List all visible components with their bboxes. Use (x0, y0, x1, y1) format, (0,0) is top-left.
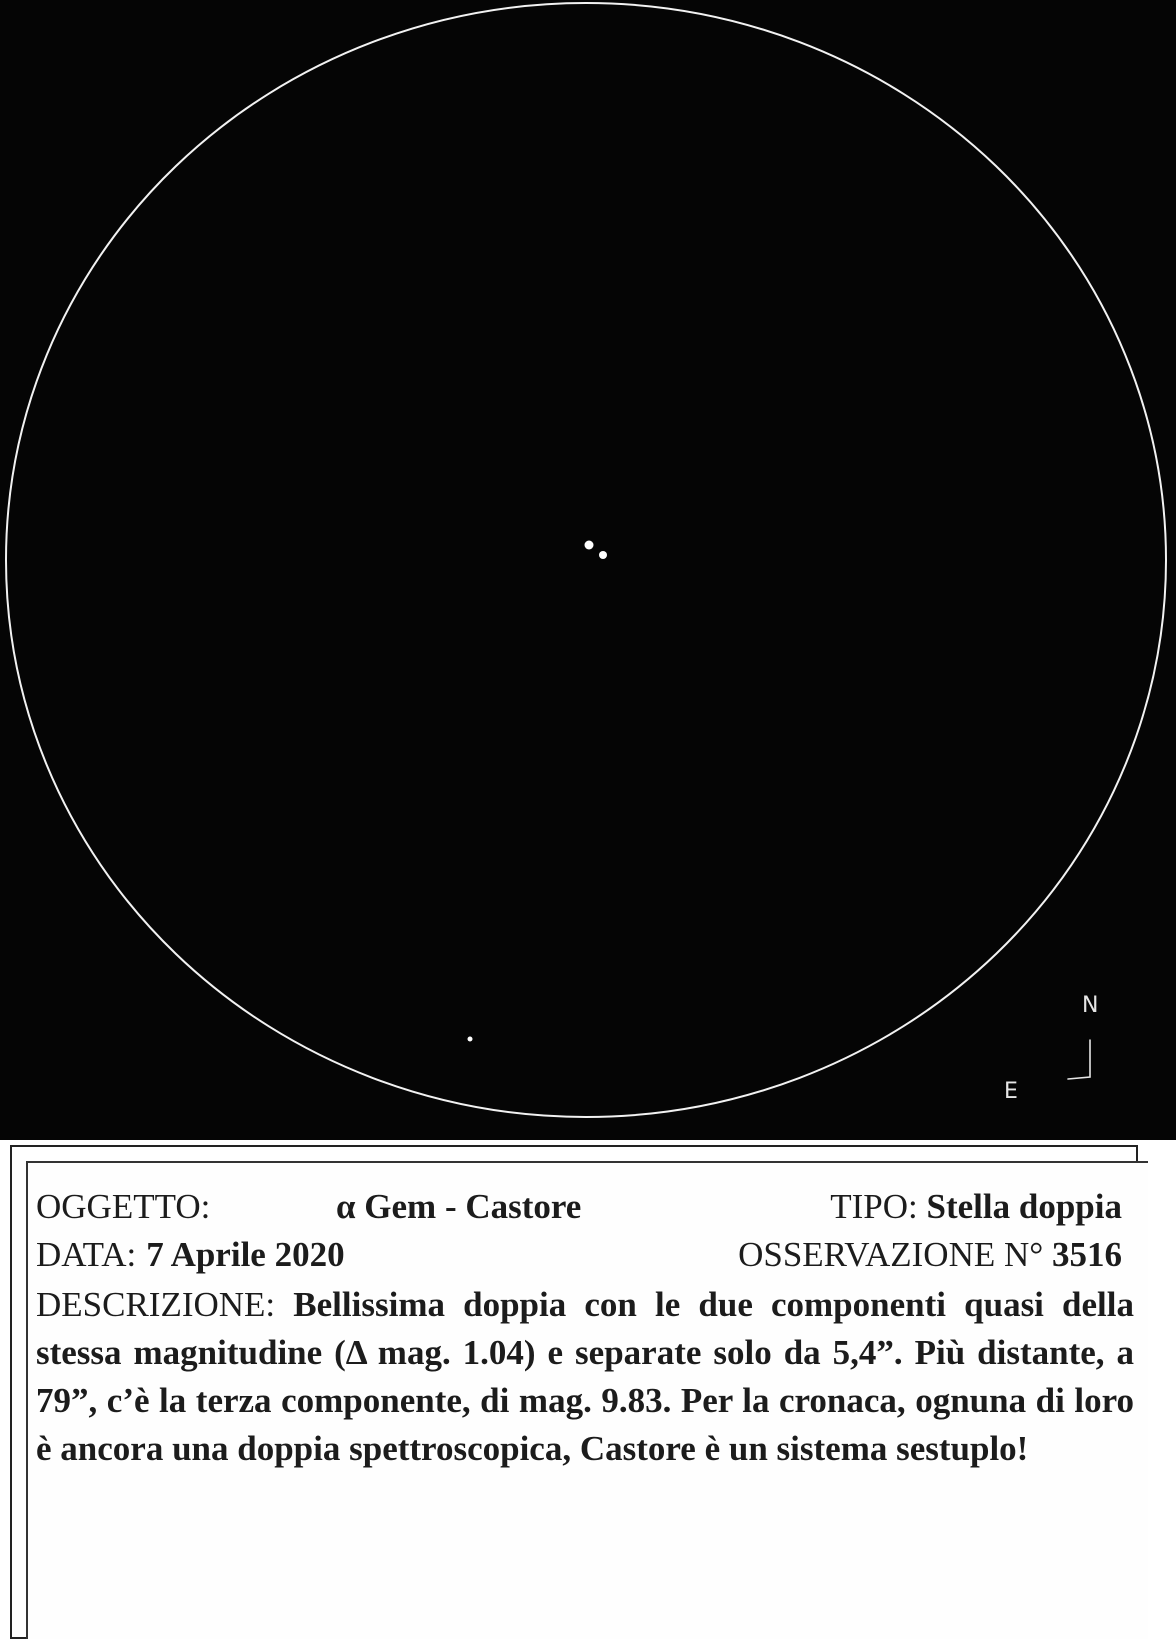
row-date-observation (36, 1233, 1136, 1277)
compass-east-label: E (1004, 1079, 1018, 1104)
descrizione-label: DESCRIZIONE: (36, 1285, 276, 1324)
star-castor-c (468, 1037, 473, 1042)
observation-info-panel (10, 1145, 1138, 1639)
data-label: DATA: (36, 1235, 137, 1274)
descrizione-value: Bellissima doppia con le due componenti quasi della stessa magnitudine (Δ mag. 1.04) e separate solo da 5,4”. Più distante, a 79”, c’è la terza componente, di mag. 9.83. Per la cronaca, ognuna di loro è ancora una doppia spettroscopica, Castore è un sistema sestuplo! (36, 1285, 1134, 1468)
tipo-value: Stella doppia (926, 1187, 1122, 1226)
osservazione-label: OSSERVAZIONE N° (738, 1235, 1044, 1274)
field-of-view-circle (6, 3, 1166, 1117)
star-castor-b (599, 551, 607, 559)
compass-rose (1068, 1040, 1090, 1079)
tipo-label: TIPO: (830, 1187, 918, 1226)
osservazione-group (738, 1233, 1122, 1277)
tipo-group (830, 1185, 1122, 1229)
compass-north-label: N (1082, 993, 1099, 1018)
row-object-type (36, 1185, 1136, 1229)
osservazione-value: 3516 (1052, 1235, 1122, 1274)
compass-arrow-north (1068, 1040, 1090, 1079)
data-value: 7 Aprile 2020 (146, 1235, 345, 1274)
descrizione-block (36, 1281, 1134, 1473)
oggetto-label: OGGETTO: (36, 1187, 211, 1226)
star-castor-a (585, 541, 594, 550)
oggetto-value: α Gem - Castore (336, 1187, 582, 1226)
